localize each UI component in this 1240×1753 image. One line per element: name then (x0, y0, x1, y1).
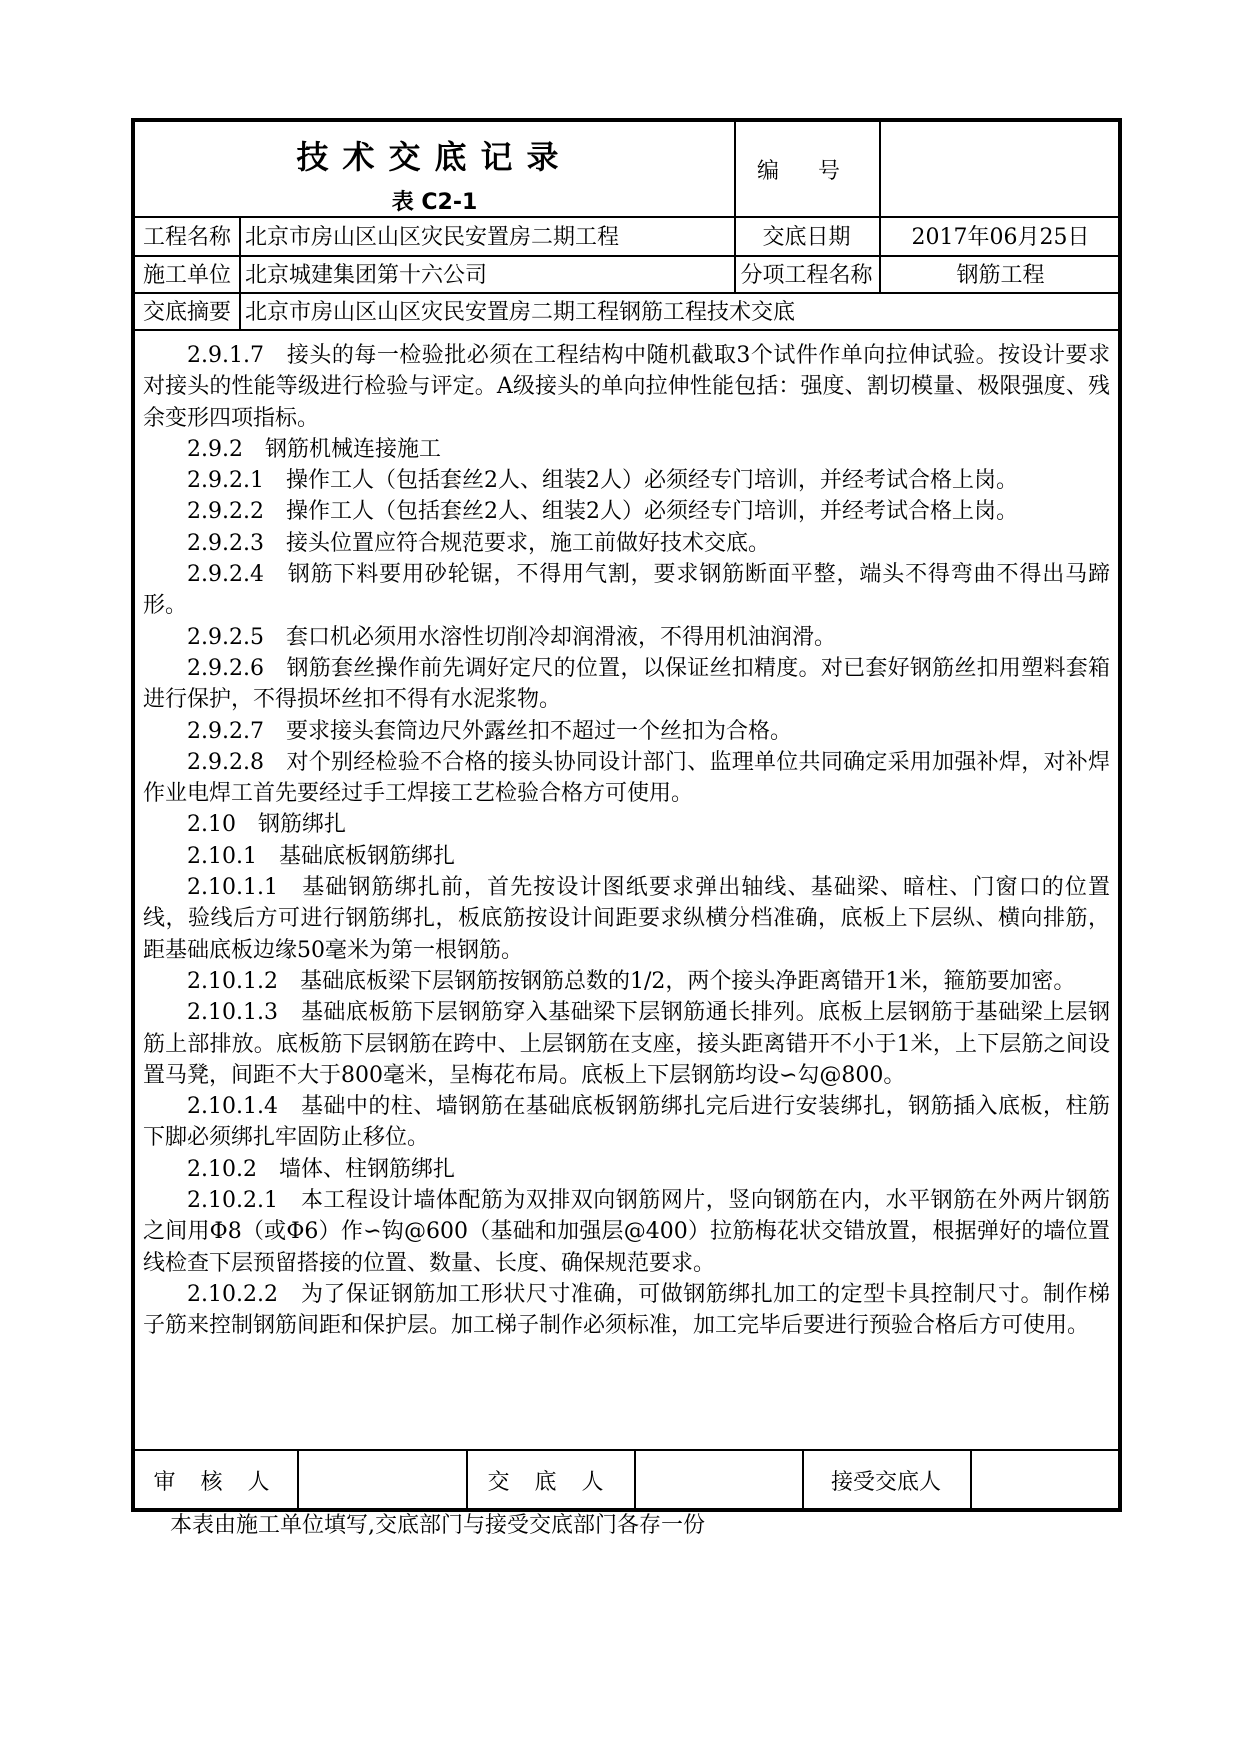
summary-label: 交底摘要 (142, 300, 231, 325)
summary-value: 北京市房山区山区灾民安置房二期工程钢筋工程技术交底 (245, 300, 796, 325)
receiver-label: 接受交底人 (830, 1470, 941, 1495)
content-paragraph: 2.10.1.4 基础中的柱、墙钢筋在基础底板钢筋绑扎完后进行安装绑扎，钢筋插入底板，柱筋下脚必须绑扎牢固防止移位。 (143, 1094, 1110, 1151)
content-paragraph: 2.10.1.3 基础底板筋下层钢筋穿入基础梁下层钢筋通长排列。底板上层钢筋于基础梁上层钢筋上部排放。底板筋下层钢筋在跨中、上层钢筋在支座，接头距离错开不小于1米，上下层筋之间设置马凳，间距不大于800毫米，呈梅花布局。底板上下层钢筋均设∽勾@800。 (143, 1000, 1110, 1088)
content-paragraph: 2.9.2.8 对个别经检验不合格的接头协同设计部门、监理单位共同确定采用加强补焊，对补焊作业电焊工首先要经过手工焊接工艺检验合格方可使用。 (143, 749, 1110, 807)
content-paragraph: 2.10.1.2 基础底板梁下层钢筋按钢筋总数的1/2，两个接头净距离错开1米，箍筋要加密。 (187, 968, 1076, 994)
discloser-label: 交 底 人 (487, 1470, 613, 1495)
content-paragraph: 2.9.2.2 操作工人（包括套丝2人、组装2人）必须经专门培训，并经考试合格上岗。 (187, 499, 1018, 525)
content-paragraph: 2.9.1.7 接头的每一检验批必须在工程结构中随机截取3个试件作单向拉伸试验。按设计要求对接头的性能等级进行检验与评定。A级接头的单向拉伸性能包括：强度、割切模量、极限强度、残余变形四项指标。 (143, 343, 1110, 431)
reviewer-label: 审 核 人 (153, 1470, 279, 1495)
project-name-value: 北京市房山区山区灾民安置房二期工程 (245, 225, 620, 250)
content-paragraph: 2.10.2.1 本工程设计墙体配筋为双排双向钢筋网片，竖向钢筋在内，水平钢筋在外两片钢筋之间用Φ8（或Φ6）作∽钩@600（基础和加强层@400）拉筋梅花状交错放置，根据弹好的墙位置线检查下层预留搭接的位置、数量、长度、确保规范要求。 (143, 1188, 1110, 1276)
form-footnote: 本表由施工单位填写,交底部门与接受交底部门各存一份 (170, 1513, 705, 1538)
disclosure-content (143, 340, 1110, 1342)
date-label: 交底日期 (762, 225, 851, 250)
content-paragraph: 2.10.2 墙体、柱钢筋绑扎 (187, 1156, 455, 1182)
project-name-label: 工程名称 (142, 225, 231, 250)
content-paragraph: 2.9.2.5 套口机必须用水溶性切削冷却润滑液，不得用机油润滑。 (187, 624, 836, 650)
content-paragraph: 2.10.2.2 为了保证钢筋加工形状尺寸准确，可做钢筋绑扎加工的定型卡具控制尺寸。制作梯子筋来控制钢筋间距和保护层。加工梯子制作必须标准，加工完毕后要进行预验合格后方可使用。 (143, 1281, 1110, 1339)
content-paragraph: 2.10 钢筋绑扎 (187, 812, 346, 838)
content-paragraph: 2.9.2.4 钢筋下料要用砂轮锯，不得用气割，要求钢筋断面平整，端头不得弯曲不得出马蹄形。 (143, 562, 1110, 619)
subproject-label: 分项工程名称 (740, 263, 873, 288)
reviewer-field[interactable] (297, 1449, 466, 1512)
content-paragraph: 2.9.2.7 要求接头套筒边尺外露丝扣不超过一个丝扣为合格。 (187, 718, 792, 744)
contractor-label: 施工单位 (142, 263, 231, 288)
content-paragraph: 2.9.2.3 接头位置应符合规范要求，施工前做好技术交底。 (187, 530, 770, 556)
form-title: 技术交底记录 (296, 138, 573, 176)
row-divider (135, 329, 1118, 331)
number-value[interactable] (879, 122, 1122, 216)
number-label: 编 号 (757, 158, 856, 184)
content-paragraph: 2.9.2.6 钢筋套丝操作前先调好定尺的位置，以保证丝扣精度。对已套好钢筋丝扣用塑料套箱进行保护，不得损坏丝扣不得有水泥浆物。 (143, 655, 1110, 713)
disclosure-form (131, 118, 1122, 1512)
discloser-field[interactable] (634, 1449, 802, 1512)
content-paragraph: 2.9.2.1 操作工人（包括套丝2人、组装2人）必须经专门培训，并经考试合格上岗。 (187, 468, 1018, 494)
content-paragraph: 2.10.1 基础底板钢筋绑扎 (187, 843, 455, 869)
receiver-field[interactable] (970, 1449, 1122, 1512)
content-paragraph: 2.9.2 钢筋机械连接施工 (187, 436, 441, 462)
date-value: 2017年06月25日 (911, 225, 1090, 250)
subproject-value: 钢筋工程 (956, 263, 1045, 288)
form-subtitle: 表 C2-1 (391, 190, 478, 215)
content-paragraph: 2.10.1.1 基础钢筋绑扎前，首先按设计图纸要求弹出轴线、基础梁、暗柱、门窗口的位置线，验线后方可进行钢筋绑扎，板底筋按设计间距要求纵横分档准确，底板上下层纵、横向排筋，距基础底板边缘50毫米为第一根钢筋。 (143, 875, 1110, 963)
contractor-value: 北京城建集团第十六公司 (245, 263, 488, 288)
